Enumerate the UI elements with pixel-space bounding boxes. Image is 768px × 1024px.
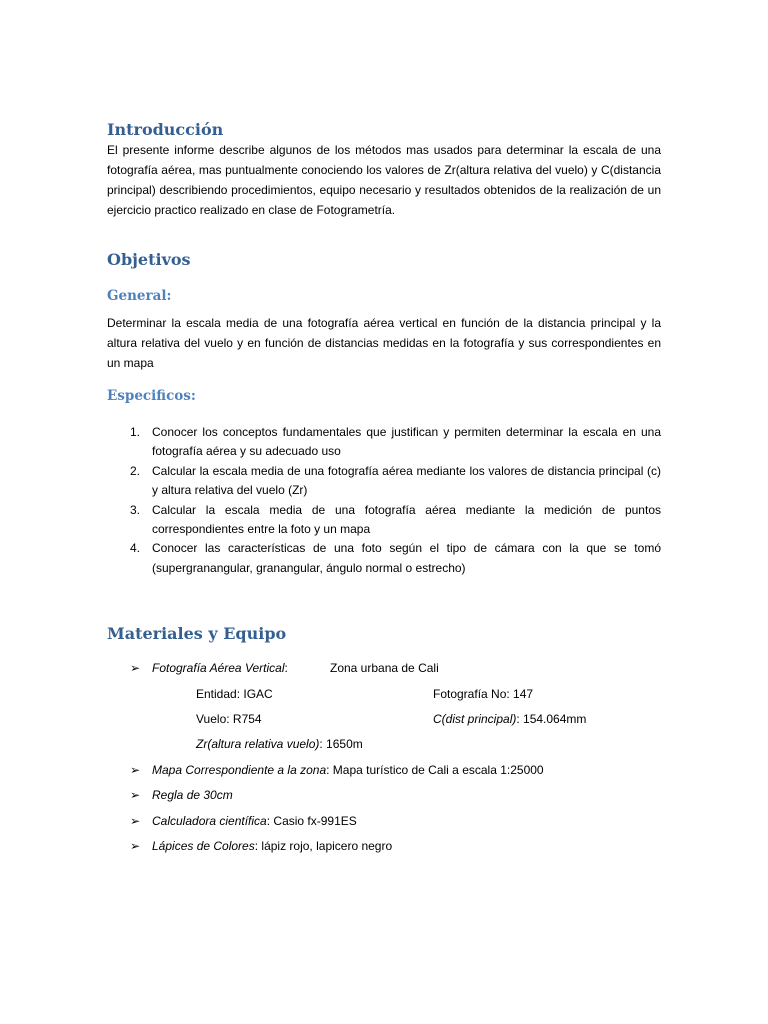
list-item: 1. Conocer los conceptos fundamentales que justifican y permiten determinar la escala en una fotografía aérea y su adecuado uso (130, 425, 661, 459)
especificos-list (107, 423, 661, 578)
fotografia-no: Fotografía No: 147 (433, 687, 534, 701)
regla-row: Regla de 30cm (152, 788, 233, 802)
zr-altura: Zr(altura relativa vuelo): 1650m (196, 737, 363, 751)
list-item: 3. Calcular la escala media de una fotografía aérea mediante la medición de puntos correspondientes entre la foto y un mapa (130, 502, 661, 537)
lapices-row: Lápices de Colores: lápiz rojo, lapicero negro (152, 839, 393, 853)
foto-row: Fotografía Aérea Vertical: (152, 661, 288, 675)
c-dist-principal: C(dist principal): 154.064mm (433, 712, 587, 726)
mapa-row: Mapa Correspondiente a la zona: Mapa turístico de Cali a escala 1:25000 (152, 763, 544, 777)
entidad: Entidad: IGAC (196, 687, 273, 701)
list-item: 4. Conocer las características de una foto según el tipo de cámara con la que se tomó (supergranangular, granangular, ángulo normal o estrecho) (130, 541, 661, 575)
list-item: 2. Calcular la escala media de una fotografía aérea mediante los valores de distancia principal (c) y altura relativa del vuelo (Zr) (130, 463, 661, 498)
heading-materiales: Materiales y Equipo (107, 624, 287, 643)
arrow-bullet-icon: ➢ (130, 814, 141, 828)
heading-introduccion: Introducción (107, 120, 224, 139)
general-paragraph: Determinar la escala media de una fotografía aérea vertical en función de la distancia principal y la altura relativa del vuelo y en función de distancias medidas en la fotografía y sus correspondientes en un mapa (107, 316, 661, 370)
introduccion-paragraph: El presente informe describe algunos de los métodos mas usados para determinar la escala de una fotografía aérea, mas puntualmente conociendo los valores de Zr(altura relativa del vuelo) y C(distancia principal) describiendo procedimientos, equipo necesario y resultados obtenidos de la realización de un ejercicio practico realizado en clase de Fotogrametría. (107, 143, 661, 217)
heading-general: General: (107, 288, 172, 304)
foto-value: Zona urbana de Cali (330, 661, 439, 675)
arrow-bullet-icon: ➢ (130, 788, 141, 802)
arrow-bullet-icon: ➢ (130, 763, 141, 777)
vuelo: Vuelo: R754 (196, 712, 262, 726)
heading-objetivos: Objetivos (107, 250, 191, 269)
arrow-bullet-icon: ➢ (130, 661, 141, 675)
heading-especificos: Especificos: (107, 388, 196, 404)
arrow-bullet-icon: ➢ (130, 839, 141, 853)
calculadora-row: Calculadora científica: Casio fx-991ES (152, 814, 357, 828)
